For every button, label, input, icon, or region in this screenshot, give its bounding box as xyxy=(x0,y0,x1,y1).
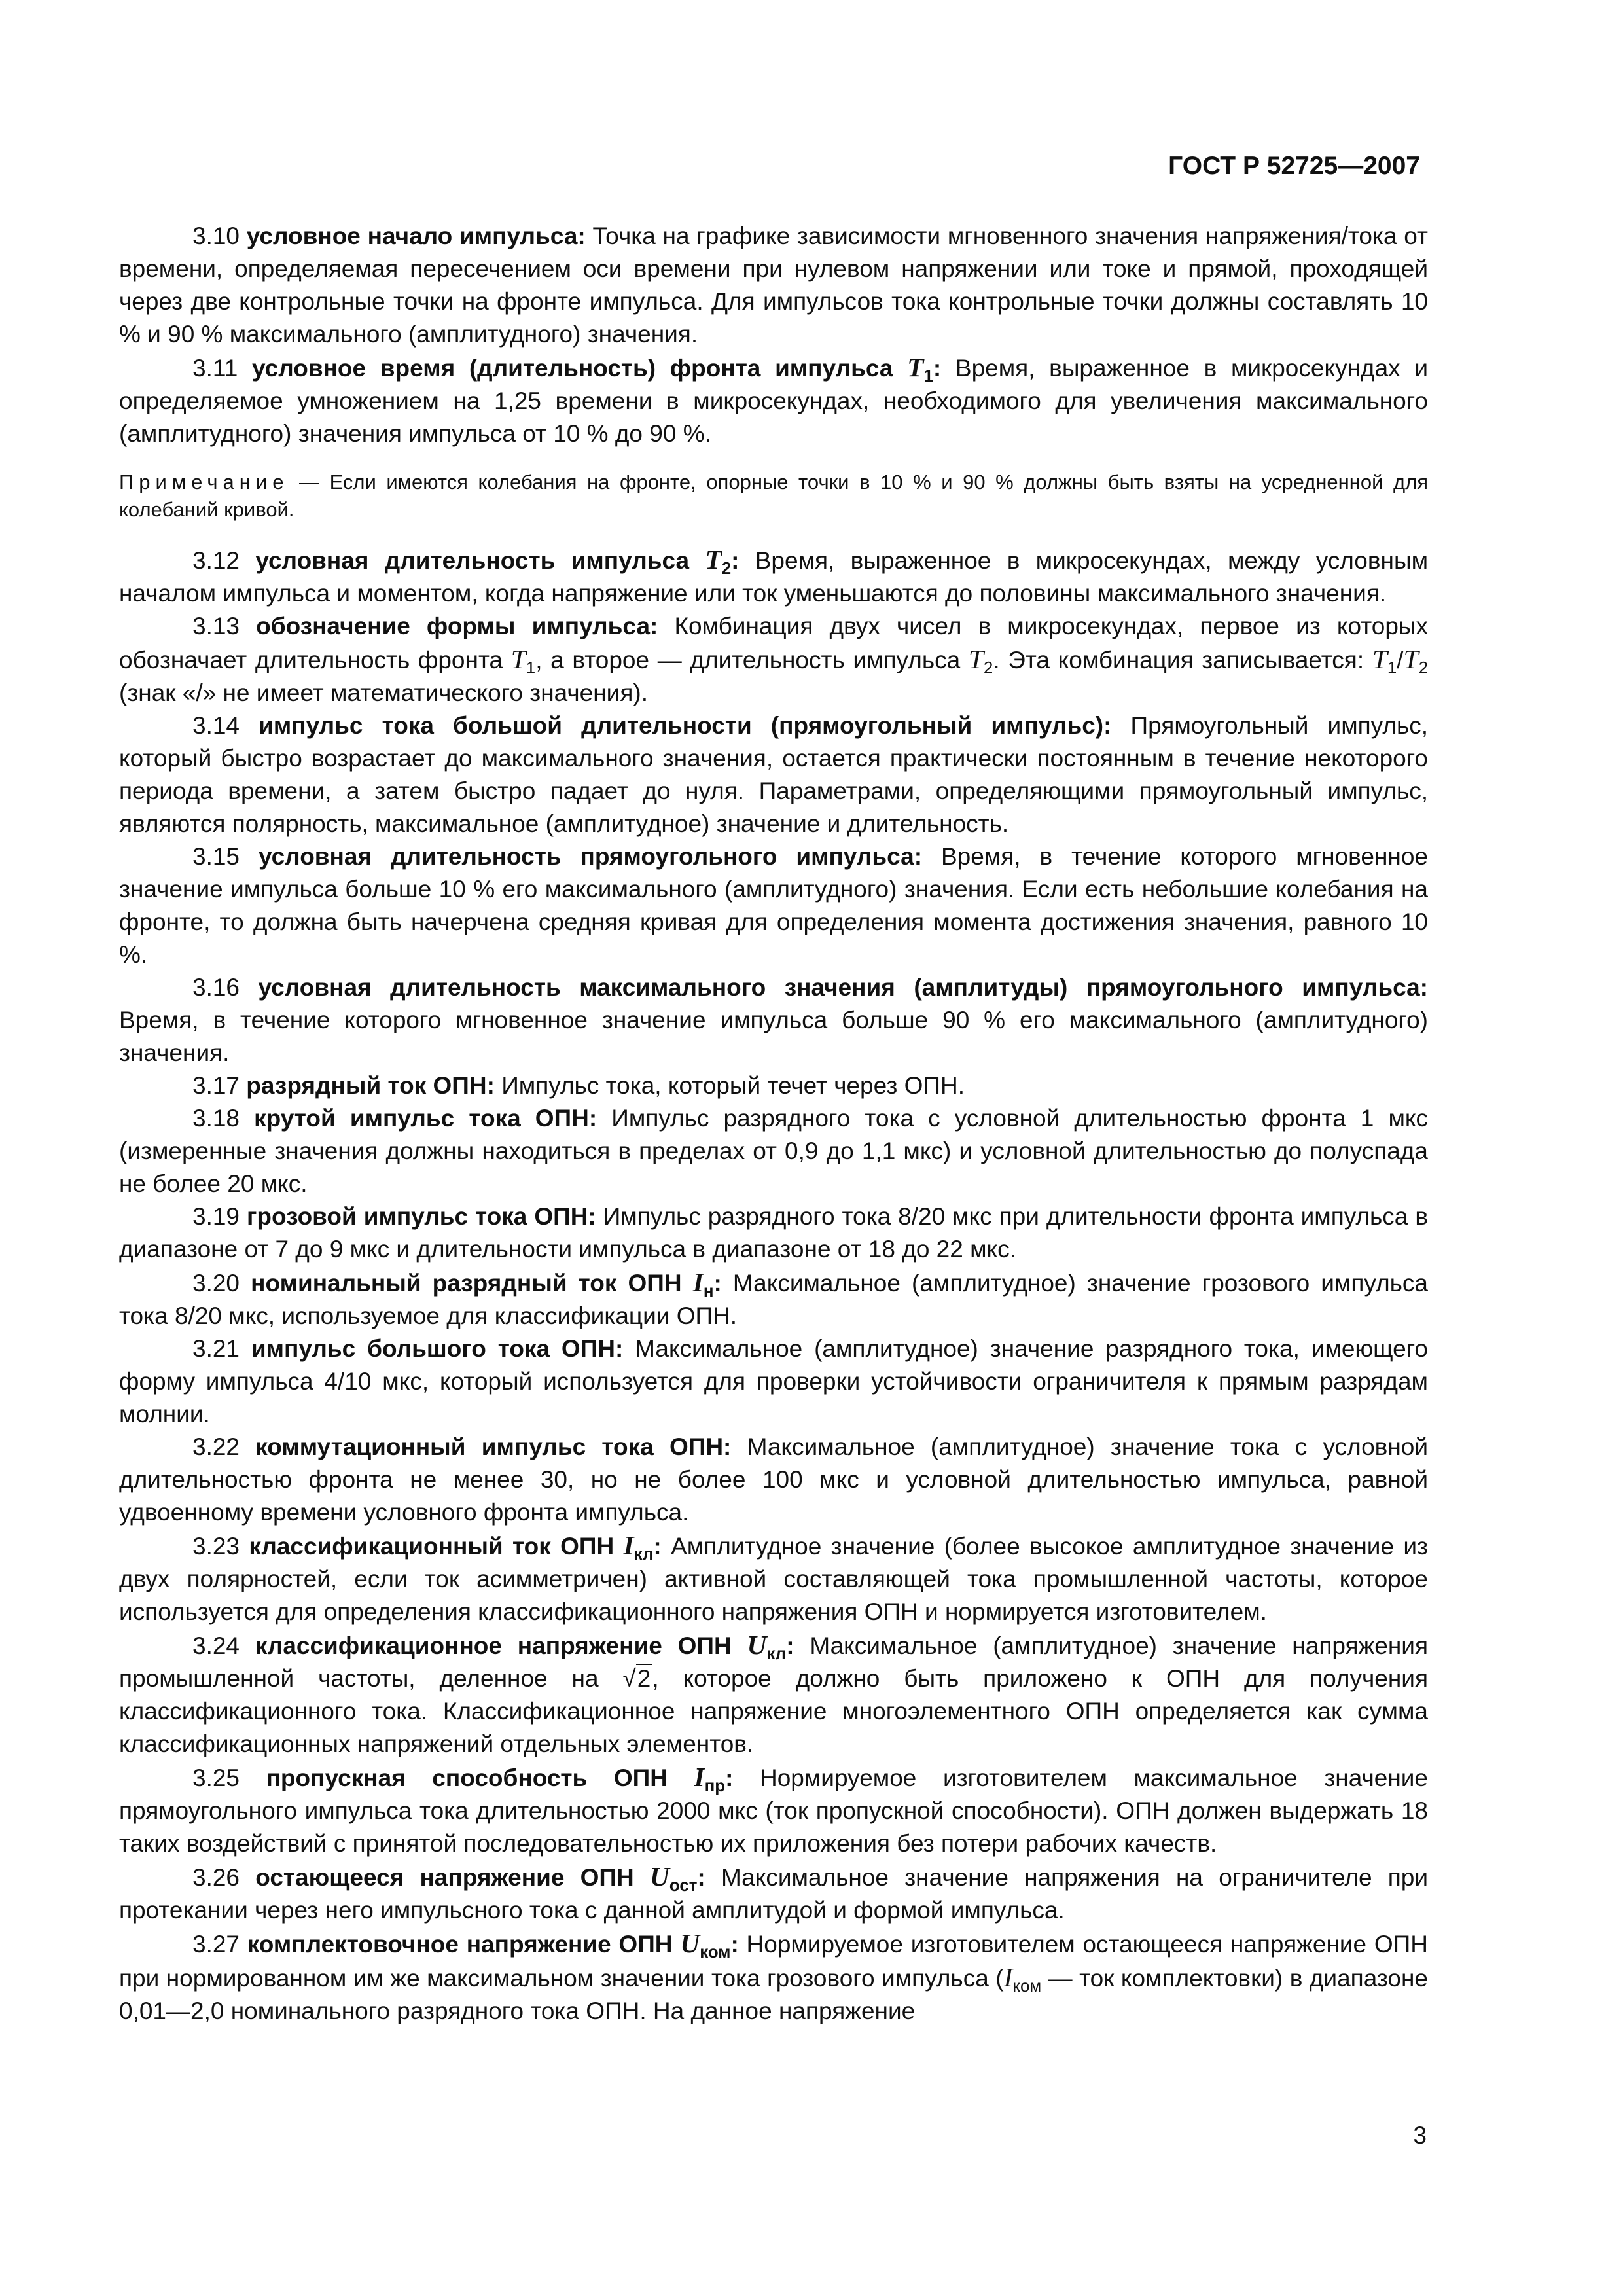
symbol: I xyxy=(692,1267,704,1297)
definition-text: — ток комплектовки) в диапазоне 0,01—2,0 номинального разрядного тока ОПН. На данное напряжение xyxy=(119,1965,1429,2024)
clause-number: 3.15 xyxy=(192,843,240,870)
term-colon: : xyxy=(713,1270,722,1297)
document-body xyxy=(119,220,1428,2028)
definition-3-12 xyxy=(119,543,1428,610)
clause-number: 3.20 xyxy=(192,1270,240,1297)
term: обозначение формы импульса: xyxy=(256,613,658,639)
definition-text: Импульс разрядного тока 8/20 мкс при длительности фронта импульса в диапазоне от 7 до 9 мкс и длительности импульса в диапазоне от 18 до 22 мкс. xyxy=(119,1203,1428,1263)
symbol-subscript: ком xyxy=(1012,1977,1042,1996)
definition-text: . Эта комбинация записывается: xyxy=(993,647,1372,673)
symbol-subscript: пр xyxy=(704,1776,726,1795)
definition-3-15 xyxy=(119,840,1428,971)
definition-3-13 xyxy=(119,610,1428,709)
page-number: 3 xyxy=(1413,2122,1427,2149)
symbol: U xyxy=(649,1861,669,1892)
clause-number: 3.22 xyxy=(192,1433,240,1460)
definition-3-16 xyxy=(119,971,1428,1069)
square-root xyxy=(622,1664,652,1692)
document-header: ГОСТ Р 52725—2007 xyxy=(1168,152,1420,180)
symbol-subscript: ком xyxy=(700,1943,731,1962)
note-label: Примечание xyxy=(119,471,289,493)
term: пропускная способность ОПН xyxy=(266,1765,694,1791)
term: коммутационный импульс тока ОПН: xyxy=(255,1433,732,1460)
root-sign: √ xyxy=(622,1665,636,1692)
term-colon: : xyxy=(697,1864,705,1891)
symbol: U xyxy=(680,1928,700,1958)
clause-number: 3.18 xyxy=(192,1105,240,1132)
definition-text: Импульс тока, который течет через ОПН. xyxy=(494,1072,965,1099)
term: импульс большого тока ОПН: xyxy=(251,1335,624,1362)
term: грозовой импульс тока ОПН: xyxy=(246,1203,596,1230)
term-colon: : xyxy=(786,1632,794,1659)
definition-text: Максимальное значение напряжения на ограничителе при протекании через него импульсного тока с данной амплитудой и формой импульса. xyxy=(119,1864,1428,1924)
term: номинальный разрядный ток ОПН xyxy=(251,1270,693,1297)
symbol: T xyxy=(907,352,924,382)
term-colon: : xyxy=(730,1931,739,1958)
definition-text: Максимальное (амплитудное) значение напряжения промышленной частоты, деленное на xyxy=(119,1632,1429,1692)
definition-3-23 xyxy=(119,1529,1428,1628)
definition-3-22 xyxy=(119,1431,1428,1529)
symbol: T xyxy=(705,545,722,575)
clause-number: 3.23 xyxy=(192,1533,240,1560)
symbol-subscript: н xyxy=(703,1282,714,1300)
definition-text: Точка на графике зависимости мгновенного значения напряжения/тока от времени, определяемая пересечением оси времени при нулевом напряжении или токе и прямой, проходящей через две контрольные точки на фронте импульса. Для импульсов тока контрольные точки должны составлять 10 % и 90 % максимального (амплитудного) значения. xyxy=(119,223,1428,348)
definition-text: Время, в течение которого мгновенное значение импульса больше 10 % его максимального (амплитудного) значения. Если есть небольшие колебания на фронте, то должна быть начерчена средняя кривая для определения момента достижения значения, равного 10 %. xyxy=(119,843,1428,968)
symbol: T xyxy=(968,644,984,674)
definition-text: Импульс разрядного тока с условной длительностью фронта 1 мкс (измеренные значения должны находиться в пределах от 0,9 до 1,1 мкс) и условной длительностью до полуспада не более 20 мкс. xyxy=(119,1105,1429,1197)
term: условная длительность максимального значения (амплитуды) прямоугольного импульса: xyxy=(258,974,1428,1001)
term: условная длительность импульса xyxy=(255,547,705,574)
definition-text: Максимальное (амплитудное) значение тока с условной длительностью фронта не менее 30, но не более 100 мкс и условной длительностью импульса, равной удвоенному времени условного фронта импульса. xyxy=(119,1433,1429,1526)
root-value: 2 xyxy=(637,1665,651,1692)
clause-number: 3.24 xyxy=(192,1632,240,1659)
definition-text: Нормируемое изготовителем максимальное значение прямоугольного импульса тока длительностью 2000 мкс (ток пропускной способности). ОПН должен выдержать 18 таких воздействий с принятой последовательностью их приложения без потери рабочих качеств. xyxy=(119,1765,1429,1857)
term: остающееся напряжение ОПН xyxy=(255,1864,650,1891)
term: комплектовочное напряжение ОПН xyxy=(247,1931,681,1958)
term: условное начало импульса: xyxy=(246,223,586,249)
symbol: T xyxy=(1372,644,1387,674)
term-colon: : xyxy=(725,1765,734,1791)
definition-3-26 xyxy=(119,1860,1428,1927)
symbol: T xyxy=(1403,644,1419,674)
clause-number: 3.21 xyxy=(192,1335,240,1362)
clause-number: 3.12 xyxy=(192,547,240,574)
term: разрядный ток ОПН: xyxy=(246,1072,495,1099)
definition-text: Нормируемое изготовителем остающееся напряжение ОПН при нормированном им же максимальном значении тока грозового импульса ( xyxy=(119,1931,1428,1992)
clause-number: 3.25 xyxy=(192,1765,240,1791)
definition-3-19 xyxy=(119,1200,1428,1266)
definition-text: , которое должно быть приложено к ОПН для получения классификационного тока. Классификационное напряжение многоэлементного ОПН определяется как сумма классификационных напряжений отдельных элементов. xyxy=(119,1665,1428,1757)
note-text: — Если имеются колебания на фронте, опорные точки в 10 % и 90 % должны быть взяты на усредненной для колебаний кривой. xyxy=(119,471,1428,521)
symbol-subscript: 2 xyxy=(1418,658,1428,677)
clause-number: 3.13 xyxy=(192,613,240,639)
symbol-subscript: 1 xyxy=(526,658,536,677)
symbol: T xyxy=(510,644,526,674)
clause-number: 3.19 xyxy=(192,1203,240,1230)
term-colon: : xyxy=(731,547,740,574)
term-colon: : xyxy=(933,355,942,382)
symbol-subscript: 1 xyxy=(1387,658,1397,677)
definition-text: Максимальное (амплитудное) значение грозового импульса тока 8/20 мкс, используемое для классификации ОПН. xyxy=(119,1270,1429,1329)
symbol: I xyxy=(1003,1962,1013,1992)
definition-text: , а второе — длительность импульса xyxy=(535,647,969,673)
slash: / xyxy=(1397,647,1404,673)
definition-3-10 xyxy=(119,220,1428,351)
definition-text: Амплитудное значение (более высокое амплитудное значение из двух полярностей, если ток асимметричен) активной составляющей тока промышленной частоты, которое используется для определения классификационного напряжения ОПН и нормируется изготовителем. xyxy=(119,1533,1428,1625)
definition-3-21 xyxy=(119,1333,1428,1431)
definition-3-24 xyxy=(119,1628,1428,1761)
term-colon: : xyxy=(653,1533,662,1560)
symbol-subscript: 1 xyxy=(923,367,933,386)
symbol-subscript: ост xyxy=(669,1876,698,1895)
definition-text: (знак «/» не имеет математического значения). xyxy=(119,679,648,706)
clause-number: 3.10 xyxy=(192,223,240,249)
definition-text: Комбинация двух чисел в микросекундах, первое из которых обозначает длительность фронта xyxy=(119,613,1428,673)
term: классификационное напряжение ОПН xyxy=(255,1632,747,1659)
term: классификационный ток ОПН xyxy=(249,1533,624,1560)
definition-3-20 xyxy=(119,1266,1428,1333)
clause-number: 3.17 xyxy=(192,1072,240,1099)
definition-text: Время, в течение которого мгновенное значение импульса больше 90 % его максимального (амплитудного) значения. xyxy=(119,1007,1428,1066)
clause-number: 3.14 xyxy=(192,712,240,739)
definition-text: Время, выраженное в микросекундах и определяемое умножением на 1,25 времени в микросекундах, необходимого для увеличения максимального (амплитудного) значения импульса от 10 % до 90 %. xyxy=(119,355,1429,447)
clause-number: 3.26 xyxy=(192,1864,240,1891)
term: крутой импульс тока ОПН: xyxy=(254,1105,597,1132)
note xyxy=(119,469,1428,524)
definition-text: Максимальное (амплитудное) значение разрядного тока, имеющего форму импульса 4/10 мкс, который используется для проверки устойчивости ограничителя к прямым разрядам молнии. xyxy=(119,1335,1429,1427)
term: условная длительность прямоугольного импульса: xyxy=(258,843,923,870)
symbol-subscript: кл xyxy=(766,1644,787,1663)
definition-text: Прямоугольный импульс, который быстро возрастает до максимального значения, остается практически постоянным в течение некоторого периода времени, а затем быстро падает до нуля. Параметрами, определяющими прямоугольный импульс, являются полярность, максимальное (амплитудное) значение и длительность. xyxy=(119,712,1428,837)
definition-3-14 xyxy=(119,709,1428,840)
definition-3-27 xyxy=(119,1927,1428,2028)
term: условное время (длительность) фронта импульса xyxy=(251,355,908,382)
definition-3-25 xyxy=(119,1761,1428,1860)
symbol: I xyxy=(623,1530,634,1560)
definition-3-11 xyxy=(119,351,1428,450)
definition-text: Время, выраженное в микросекундах, между условным началом импульса и моментом, когда напряжение или ток уменьшаются до половины максимального значения. xyxy=(119,547,1429,607)
definition-3-18 xyxy=(119,1102,1428,1200)
symbol-subscript: 2 xyxy=(721,559,732,578)
symbol-subscript: 2 xyxy=(983,658,993,677)
definition-3-17 xyxy=(119,1069,1428,1102)
symbol-subscript: кл xyxy=(633,1545,654,1564)
clause-number: 3.16 xyxy=(192,974,240,1001)
symbol: I xyxy=(694,1762,705,1792)
clause-number: 3.27 xyxy=(192,1931,240,1958)
symbol: U xyxy=(747,1630,767,1660)
clause-number: 3.11 xyxy=(192,355,238,382)
term: импульс тока большой длительности (прямоугольный импульс): xyxy=(259,712,1112,739)
